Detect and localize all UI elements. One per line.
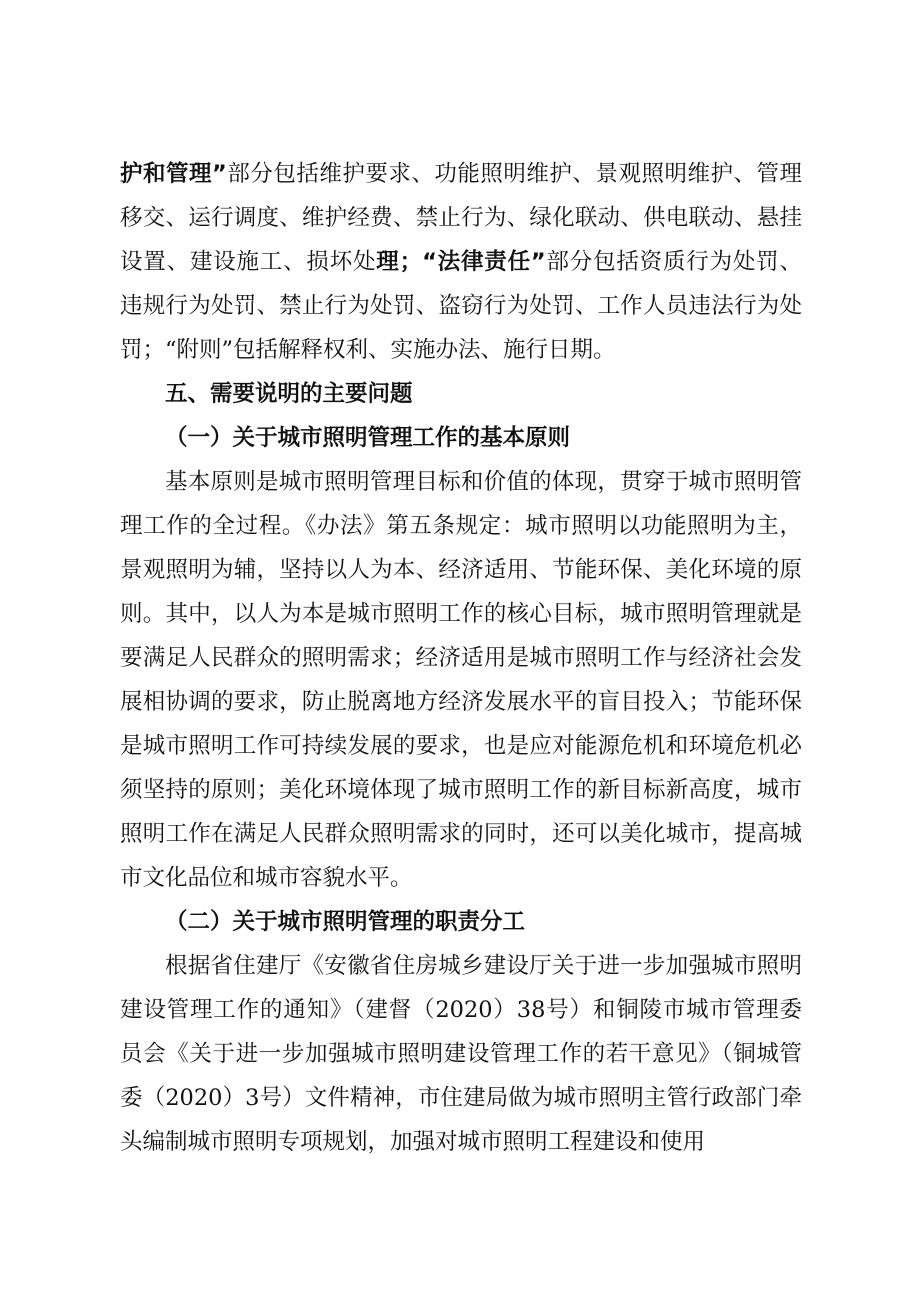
subsection-heading-2: （二）关于城市照明管理的职责分工 [165,909,526,935]
subsection-heading-1: （一）关于城市照明管理工作的基本原则 [165,425,571,451]
continued-paragraph [120,152,802,372]
paragraph-text: 部分包括资质行为处罚、违规行为处罚、禁止行为处罚、盗窃行为处罚、工作人员违法行为处罚；“附则”包括解释权利、实施办法、施行日期。 [120,249,802,363]
section-heading-5: 五、需要说明的主要问题 [165,381,413,407]
bold-term-legal-liability: 理；“法律责任” [376,249,546,275]
body-paragraph-principles: 基本原则是城市照明管理目标和价值的体现，贯穿于城市照明管理工作的全过程。《办法》第五条规定：城市照明以功能照明为主，景观照明为辅，坚持以人为本、经济适用、节能环保、美化环境的原则。其中，以人为本是城市照明工作的核心目标，城市照明管理就是要满足人民群众的照明需求；经济适用是城市照明工作与经济社会发展相协调的要求，防止脱离地方经济发展水平的盲目投入；节能环保是城市照明工作可持续发展的要求，也是应对能源危机和环境危机必须坚持的原则；美化环境体现了城市照明工作的新目标新高度，城市照明工作在满足人民群众照明需求的同时，还可以美化城市，提高城市文化品位和城市容貌水平。 [120,469,802,891]
paragraph-text: 部分包括维护要求、功能照明维护、景观照明维护、管理移交、运行调度、维护经费、禁止行为、绿化联动、供电联动、悬挂设置、建设施工、损坏处 [120,161,802,275]
document-body [120,152,802,1164]
body-paragraph-responsibilities: 根据省住建厅《安徽省住房城乡建设厅关于进一步加强城市照明建设管理工作的通知》（建督（2020）38号）和铜陵市城市管理委员会《关于进一步加强城市照明建设管理工作的若干意见》（铜城管委（2020）3号）文件精神，市住建局做为城市照明主管行政部门牵头编制城市照明专项规划，加强对城市照明工程建设和使用 [120,953,802,1155]
bold-term-maintenance: 护和管理” [120,161,227,187]
